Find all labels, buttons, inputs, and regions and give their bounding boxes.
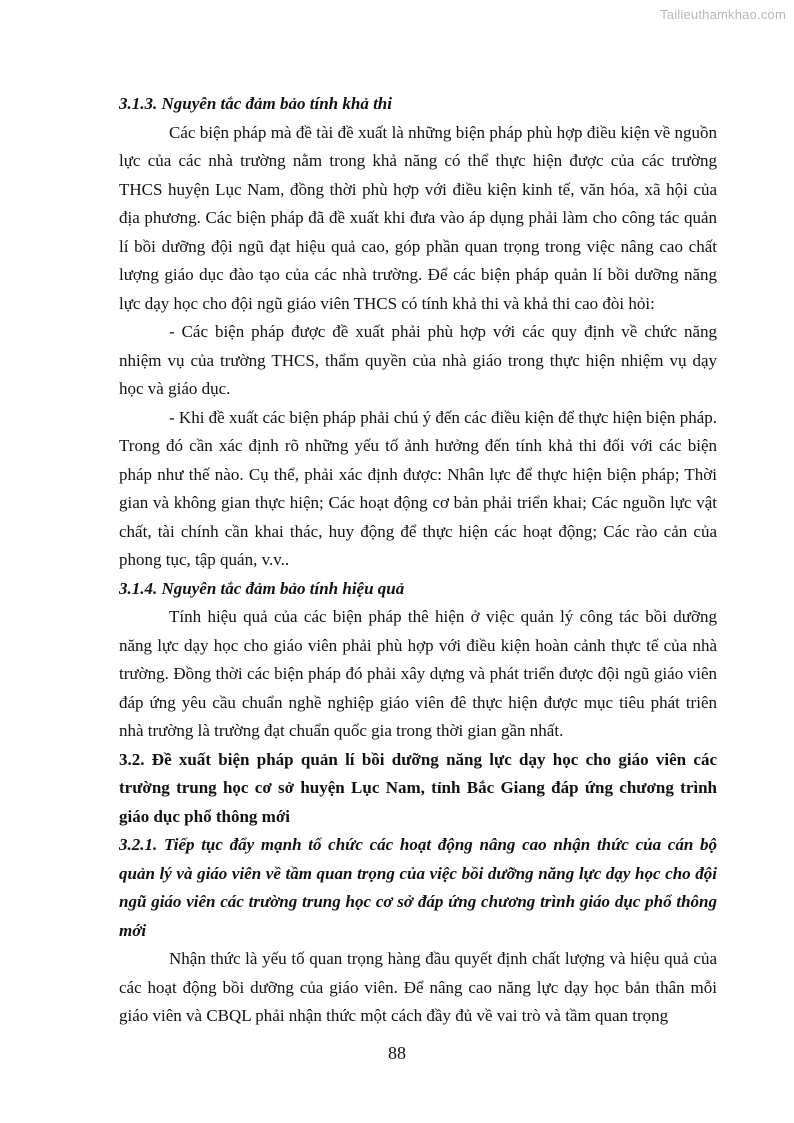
paragraph: Nhận thức là yếu tố quan trọng hàng đầu quyết định chất lượng và hiệu quả của các hoạt động bồi dưỡng của giáo viên. Để nâng cao năng lực dạy học bản thân mỗi giáo viên và CBQL phải nhận thức một cách đầy đủ về vai trò và tầm quan trọng [119, 949, 717, 1025]
heading-3-2: 3.2. Đề xuất biện pháp quản lí bồi dưỡng năng lực dạy học cho giáo viên các trường trung học cơ sở huyện Lục Nam, tỉnh Bắc Giang đáp ứng chương trình giáo dục phổ thông mới [119, 749, 717, 826]
paragraph: - Các biện pháp được đề xuất phải phù hợp với các quy định về chức năng nhiệm vụ của trường THCS, thẩm quyền của nhà giáo trong thực hiện nhiệm vụ dạy học và giáo dục. [119, 322, 717, 398]
heading-3-2-1: 3.2.1. Tiếp tục đẩy mạnh tổ chức các hoạt động nâng cao nhận thức của cán bộ quản lý và giáo viên về tầm quan trọng của việc bồi dưỡng năng lực dạy học cho đội ngũ giáo viên các trường trung học cơ sở đáp ứng chương trình giáo dục phổ thông mới [119, 835, 717, 940]
paragraph: - Khi đề xuất các biện pháp phải chú ý đến các điều kiện để thực hiện biện pháp. Trong đó cần xác định rõ những yếu tố ảnh hưởng đến tính khả thi đối với các biện pháp như thế nào. Cụ thể, phải xác định được: Nhân lực để thực hiện biện pháp; Thời gian và không gian thực hiện; Các hoạt động cơ bản phải triển khai; Các nguồn lực vật chất, tài chính cần khai thác, huy động để thực hiện các hoạt động; Các rào cản của phong tục, tập quán, v.v.. [119, 407, 717, 569]
page-number: 88 [388, 1043, 406, 1063]
page-body [119, 90, 717, 1031]
watermark: Tailieuthamkhao.com [660, 7, 786, 22]
paragraph: Các biện pháp mà đề tài đề xuất là những biện pháp phù hợp điều kiện về nguồn lực của các nhà trường nằm trong khả năng có thể thực hiện được của các trường THCS huyện Lục Nam, đồng thời phù hợp với điều kiện kinh tế, văn hóa, xã hội của địa phương. Các biện pháp đã đề xuất khi đưa vào áp dụng phải làm cho công tác quản lí bồi dưỡng đội ngũ đạt hiệu quả cao, góp phần quan trọng trong việc nâng cao chất lượng giáo dục đào tạo của các nhà trường. Để các biện pháp quản lí bồi dưỡng năng lực dạy học cho đội ngũ giáo viên THCS có tính khả thi và khả thi cao đòi hỏi: [119, 122, 717, 313]
heading-3-1-4: 3.1.4. Nguyên tắc đảm bảo tính hiệu quả [119, 578, 405, 598]
heading-3-1-3: 3.1.3. Nguyên tắc đảm bảo tính khả thi [119, 94, 392, 113]
paragraph: Tính hiệu quả của các biện pháp thê hiện ở việc quản lý công tác bồi dưỡng năng lực dạy học cho giáo viên phải phù hợp với điều kiện hoàn cảnh thực tế của nhà trường. Đồng thời các biện pháp đó phải xây dựng và phát triển được đội ngũ giáo viên đáp ứng yêu cầu chuẩn nghề nghiệp giáo viên đê thực hiện được mục tiêu phát triên nhà trường là trường đạt chuẩn quốc gia trong thời gian gần nhất. [119, 607, 717, 740]
